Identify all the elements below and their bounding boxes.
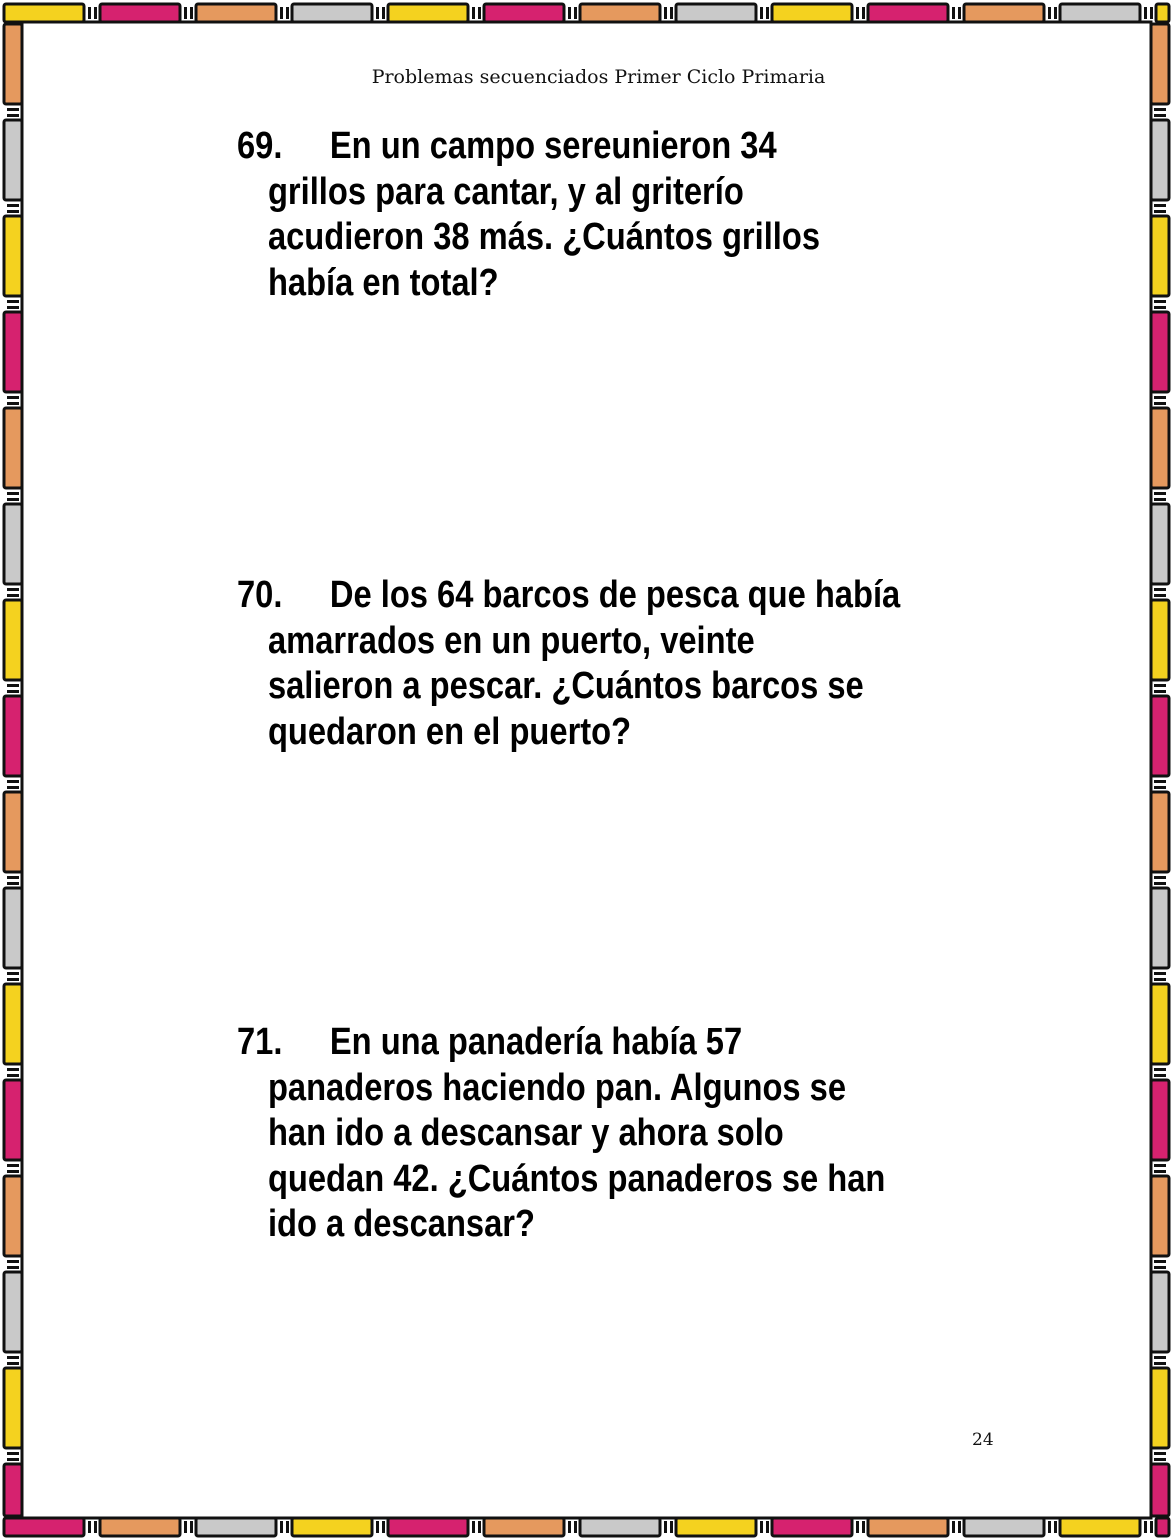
border-tick [862, 7, 865, 19]
border-tick [1154, 1170, 1166, 1173]
border-tick [1154, 876, 1166, 879]
border-tick [286, 1521, 289, 1533]
border-segment [4, 408, 22, 488]
border-tick [1154, 114, 1166, 117]
border-tick [190, 7, 193, 19]
border-segment [772, 1518, 852, 1536]
border-segment [580, 4, 660, 22]
border-tick [7, 114, 19, 117]
border-tick [670, 7, 673, 19]
border-segment [484, 4, 564, 22]
border-tick [1048, 7, 1051, 19]
border-tick [190, 1521, 193, 1533]
border-tick [1154, 972, 1166, 975]
border-tick [7, 978, 19, 981]
border-tick [184, 7, 187, 19]
border-tick [376, 7, 379, 19]
border-tick [472, 1521, 475, 1533]
border-tick [952, 1521, 955, 1533]
border-tick [1154, 108, 1166, 111]
border-tick [7, 876, 19, 879]
border-tick [1154, 492, 1166, 495]
border-tick [478, 1521, 481, 1533]
border-tick [1048, 1521, 1051, 1533]
border-tick [1054, 7, 1057, 19]
border-tick [1144, 7, 1147, 19]
border-tick [376, 1521, 379, 1533]
border-segment [1151, 120, 1169, 200]
border-segment [4, 1518, 84, 1536]
border-tick [670, 1521, 673, 1533]
border-segment [4, 504, 22, 584]
border-tick [760, 1521, 763, 1533]
border-segment [100, 4, 180, 22]
border-segment [1151, 1368, 1169, 1448]
border-tick [952, 7, 955, 19]
problem-line [237, 573, 901, 619]
border-tick [958, 7, 961, 19]
border-tick [382, 7, 385, 19]
border-segment [4, 1464, 22, 1516]
border-segment [4, 600, 22, 680]
problem-text: En un campo sereunieron 34 [329, 125, 777, 167]
border-segment [4, 120, 22, 200]
border-tick [1154, 1164, 1166, 1167]
border-segment [4, 24, 22, 104]
border-tick [1154, 210, 1166, 213]
header-title: Problemas secuenciados Primer Ciclo Primaria [371, 66, 826, 88]
border-segment [1151, 1080, 1169, 1160]
border-tick [1054, 1521, 1057, 1533]
border-segment [4, 216, 22, 296]
border-tick [94, 7, 97, 19]
problem-line: grillos para cantar, y al griterío [267, 170, 744, 213]
problem-number: 70. [237, 574, 283, 616]
border-segment [1151, 1464, 1169, 1516]
border-tick [766, 7, 769, 19]
problem-71 [237, 1020, 886, 1248]
border-tick [1154, 1362, 1166, 1365]
border-segment [964, 1518, 1044, 1536]
border-segment [292, 1518, 372, 1536]
border-segment [964, 4, 1044, 22]
border-tick [7, 1068, 19, 1071]
border-tick [856, 1521, 859, 1533]
border-tick [7, 1260, 19, 1263]
border-tick [1154, 1266, 1166, 1269]
border-tick [1154, 396, 1166, 399]
border-tick [958, 1521, 961, 1533]
border-tick [1154, 498, 1166, 501]
border-segment [4, 792, 22, 872]
border-tick [1154, 780, 1166, 783]
problem-line: quedan 42. ¿Cuántos panaderos se han [267, 1157, 886, 1200]
border-segment [4, 312, 22, 392]
border-tick [7, 300, 19, 303]
border-tick [280, 1521, 283, 1533]
border-segment [4, 984, 22, 1064]
border-segment [484, 1518, 564, 1536]
problem-line: ido a descansar? [267, 1203, 535, 1245]
border-tick [1154, 978, 1166, 981]
page-number: 24 [972, 1430, 994, 1450]
border-segment [100, 1518, 180, 1536]
border-tick [7, 690, 19, 693]
border-segment [676, 1518, 756, 1536]
border-tick [184, 1521, 187, 1533]
border-tick [88, 1521, 91, 1533]
border-tick [1154, 1068, 1166, 1071]
problem-line: había en total? [267, 261, 499, 304]
problem-line [237, 1020, 805, 1066]
border-segment [196, 4, 276, 22]
border-segment [1151, 1176, 1169, 1256]
border-tick [7, 588, 19, 591]
border-segment [4, 1080, 22, 1160]
border-tick [7, 108, 19, 111]
border-tick [1154, 882, 1166, 885]
border-tick [472, 7, 475, 19]
problem-line: panaderos haciendo pan. Algunos se [267, 1066, 847, 1109]
border-segment [1151, 792, 1169, 872]
border-tick [1154, 306, 1166, 309]
border-segment [1151, 408, 1169, 488]
page-header [0, 66, 1173, 88]
border-tick [7, 1362, 19, 1365]
border-segment [4, 1272, 22, 1352]
border-tick [7, 972, 19, 975]
border-tick [1154, 1458, 1166, 1461]
border-segment [1151, 696, 1169, 776]
border-tick [574, 1521, 577, 1533]
border-tick [7, 210, 19, 213]
border-segment [580, 1518, 660, 1536]
problem-line: amarrados en un puerto, veinte [267, 619, 755, 662]
border-tick [568, 7, 571, 19]
border-segment [388, 4, 468, 22]
border-segment [1151, 504, 1169, 584]
problem-line: quedaron en el puerto? [267, 710, 632, 753]
border-segment [1151, 312, 1169, 392]
problem-line: han ido a descansar y ahora solo [267, 1112, 784, 1154]
border-tick [7, 1170, 19, 1173]
border-segment [4, 1368, 22, 1448]
border-tick [1154, 1356, 1166, 1359]
border-tick [760, 7, 763, 19]
border-segment [4, 888, 22, 968]
border-tick [7, 1452, 19, 1455]
border-segment [1151, 24, 1169, 104]
border-segment [1060, 1518, 1140, 1536]
border-tick [7, 492, 19, 495]
border-tick [1154, 1074, 1166, 1077]
border-tick [1154, 588, 1166, 591]
border-segment [1060, 4, 1140, 22]
border-tick [7, 1356, 19, 1359]
border-tick [478, 7, 481, 19]
problem-70 [237, 573, 901, 755]
border-tick [1154, 684, 1166, 687]
border-tick [1154, 1260, 1166, 1263]
border-segment [1151, 888, 1169, 968]
border-segment [388, 1518, 468, 1536]
problem-text: En una panadería había 57 [329, 1021, 743, 1063]
border-tick [7, 882, 19, 885]
border-tick [568, 1521, 571, 1533]
border-tick [7, 1458, 19, 1461]
border-tick [7, 1074, 19, 1077]
border-segment [868, 1518, 948, 1536]
border-tick [382, 1521, 385, 1533]
border-segment [292, 4, 372, 22]
border-tick [7, 786, 19, 789]
border-tick [7, 684, 19, 687]
border-tick [862, 1521, 865, 1533]
border-segment [196, 1518, 276, 1536]
border-tick [7, 780, 19, 783]
border-tick [1154, 594, 1166, 597]
problem-line [237, 124, 805, 170]
border-tick [7, 402, 19, 405]
border-tick [664, 1521, 667, 1533]
border-tick [856, 7, 859, 19]
border-tick [1154, 690, 1166, 693]
border-tick [1144, 1521, 1147, 1533]
border-tick [1154, 402, 1166, 405]
border-segment [4, 4, 84, 22]
border-segment [1151, 600, 1169, 680]
border-tick [664, 7, 667, 19]
border-tick [1150, 1521, 1153, 1533]
border-tick [7, 306, 19, 309]
border-tick [1154, 300, 1166, 303]
border-segment [4, 696, 22, 776]
border-segment [772, 4, 852, 22]
border-tick [7, 396, 19, 399]
border-segment [1151, 216, 1169, 296]
border-segment [1156, 4, 1169, 22]
border-segment [1151, 984, 1169, 1064]
problem-69 [237, 124, 821, 306]
problem-number: 71. [237, 1021, 283, 1063]
border-tick [286, 7, 289, 19]
border-tick [574, 7, 577, 19]
border-tick [7, 1164, 19, 1167]
border-tick [7, 594, 19, 597]
border-tick [1150, 7, 1153, 19]
problem-number: 69. [237, 125, 283, 167]
problem-line: acudieron 38 más. ¿Cuántos grillos [267, 216, 821, 258]
problem-line: salieron a pescar. ¿Cuántos barcos se [267, 665, 864, 707]
border-tick [7, 498, 19, 501]
border-tick [1154, 786, 1166, 789]
border-tick [94, 1521, 97, 1533]
border-tick [280, 7, 283, 19]
border-segment [1156, 1518, 1169, 1536]
border-segment [1151, 1272, 1169, 1352]
border-tick [1154, 204, 1166, 207]
border-tick [766, 1521, 769, 1533]
problem-text: De los 64 barcos de pesca que había [329, 574, 901, 616]
border-segment [868, 4, 948, 22]
border-tick [7, 1266, 19, 1269]
border-tick [88, 7, 91, 19]
border-tick [7, 204, 19, 207]
border-segment [676, 4, 756, 22]
border-tick [1154, 1452, 1166, 1455]
border-segment [4, 1176, 22, 1256]
